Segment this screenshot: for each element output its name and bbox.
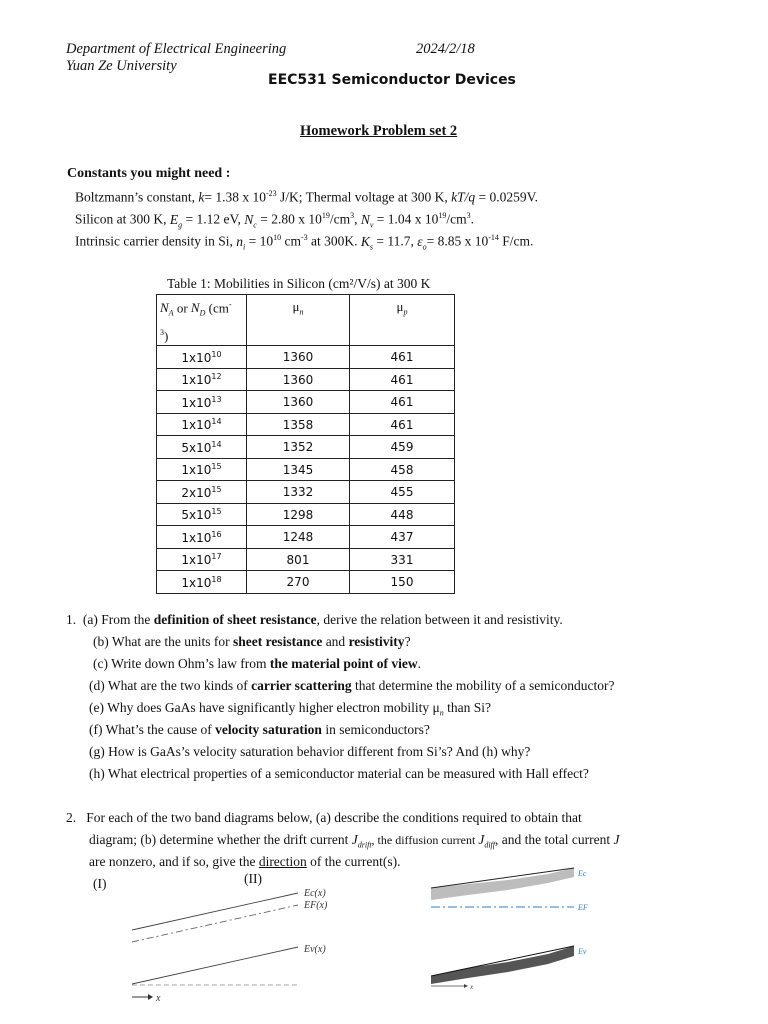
university-name: Yuan Ze University <box>66 58 177 74</box>
table-row <box>157 526 455 549</box>
table-header-row <box>157 295 455 346</box>
table-row <box>157 503 455 526</box>
doping-cell: $1x10^{17}$ <box>157 548 247 571</box>
mobility-table <box>156 294 455 594</box>
problem-1a: 1. (a) From the definition of sheet resistance, derive the relation between it and resistivity. <box>66 612 563 627</box>
mu-n-cell: 1360 <box>247 391 350 414</box>
fig1-ec-label: Ec(x) <box>304 888 326 899</box>
doping-cell: $1x10^{12}$ <box>157 368 247 391</box>
col-header-mu-p: $\mu_p$ <box>350 295 455 346</box>
problem-1e: (e) Why does GaAs have significantly higher electron mobility $\mu_n$ than Si? <box>89 700 492 718</box>
mu-n-cell: 1248 <box>247 526 350 549</box>
department-name: Department of Electrical Engineering <box>66 41 287 57</box>
mu-p-cell: 150 <box>350 571 455 594</box>
table-row <box>157 458 455 481</box>
mu-n-cell: 1360 <box>247 368 350 391</box>
table-row <box>157 368 455 391</box>
mu-p-cell: 459 <box>350 436 455 459</box>
doping-cell: $1x10^{16}$ <box>157 526 247 549</box>
document-date: 2024/2/18 <box>416 41 475 57</box>
problem-2-line2: diagram; (b) determine whether the drift current $J_{drift}$, the diffusion current $J_{diff}$, and the total current J <box>89 832 620 850</box>
doping-cell: $5x10^{15}$ <box>157 503 247 526</box>
fig1-ef-line <box>132 905 298 942</box>
problem-2-line1: 2. For each of the two band diagrams below, (a) describe the conditions required to obtain that <box>66 810 582 825</box>
band-diagram-1 <box>120 880 340 1005</box>
table-row <box>157 571 455 594</box>
table-row <box>157 548 455 571</box>
mu-p-cell: 437 <box>350 526 455 549</box>
mu-n-cell: 1358 <box>247 413 350 436</box>
table-row <box>157 391 455 414</box>
problem-1b: (b) What are the units for sheet resistance and resistivity? <box>93 634 411 649</box>
fig2-ec-band <box>431 868 574 900</box>
mu-n-cell: 1352 <box>247 436 350 459</box>
doping-cell: $5x10^{14}$ <box>157 436 247 459</box>
doping-cell: $1x10^{14}$ <box>157 413 247 436</box>
mu-n-cell: 801 <box>247 548 350 571</box>
mu-n-cell: 1332 <box>247 481 350 504</box>
mu-p-cell: 455 <box>350 481 455 504</box>
mu-p-cell: 448 <box>350 503 455 526</box>
mu-n-cell: 1345 <box>247 458 350 481</box>
doping-cell: $1x10^{13}$ <box>157 391 247 414</box>
fig2-ev-label: Ev <box>578 947 587 956</box>
fig1-ev-label: Ev(x) <box>304 944 326 955</box>
mu-p-cell: 331 <box>350 548 455 571</box>
table-row <box>157 346 455 369</box>
mu-n-cell: 1360 <box>247 346 350 369</box>
doping-cell: $2x10^{15}$ <box>157 481 247 504</box>
constants-line-silicon: Silicon at 300 K, $E_g = 1.12$ eV, $N_c = 2.80$ x $10^{19}/cm^3$, $N_v = 1.04$ x $10^{19}/cm^3$. <box>75 211 475 230</box>
fig1-ev-line <box>132 947 298 984</box>
problem-1f: (f) What’s the cause of velocity saturation in semiconductors? <box>89 722 430 737</box>
table-caption: Table 1: Mobilities in Silicon (cm²/V/s) at 300 K <box>167 276 431 291</box>
doping-cell: $1x10^{15}$ <box>157 458 247 481</box>
problem-1c: (c) Write down Ohm’s law from the material point of view. <box>93 656 422 671</box>
constants-title: Constants you might need : <box>67 166 231 181</box>
problem-1g: (g) How is GaAs’s velocity saturation behavior different from Si’s? And (h) why? <box>89 744 531 759</box>
table-row <box>157 436 455 459</box>
doping-cell: $1x10^{18}$ <box>157 571 247 594</box>
mu-n-cell: 270 <box>247 571 350 594</box>
table-row <box>157 413 455 436</box>
problem-1h: (h) What electrical properties of a semiconductor material can be measured with Hall effect? <box>89 766 589 781</box>
col-header-doping: $N_A$ or $N_D$ (cm- $^3$) <box>157 295 247 346</box>
mu-n-cell: 1298 <box>247 503 350 526</box>
constants-line-intrinsic: Intrinsic carrier density in Si, $n_i = 10^{10}$ $cm^{-3}$ at 300K. $K_s = 11.7$, $\varepsilon_o= 8.85$ x $10^{-14}$ F/cm. <box>75 233 534 252</box>
problem-2-line3: are nonzero, and if so, give the direction of the current(s). <box>89 854 401 869</box>
fig2-x-label: x <box>470 983 474 991</box>
mu-p-cell: 461 <box>350 413 455 436</box>
table-row <box>157 481 455 504</box>
homework-title: Homework Problem set 2 <box>300 123 458 139</box>
constants-line-boltzmann: Boltzmann’s constant, k= 1.38 x $10^{-23}$ J/K; Thermal voltage at 300 K, kT/q = 0.0259V. <box>75 189 539 205</box>
fig2-ev-band <box>431 946 574 984</box>
course-title: EEC531 Semiconductor Devices <box>268 72 516 88</box>
diagram-label-i: (I) <box>93 876 107 891</box>
diagram-label-ii: (II) <box>244 871 262 886</box>
fig1-x-arrowhead <box>148 994 153 1000</box>
fig2-x-arrowhead <box>464 984 468 988</box>
mu-p-cell: 461 <box>350 346 455 369</box>
problem-1d: (d) What are the two kinds of carrier scattering that determine the mobility of a semiconductor? <box>89 678 615 693</box>
mu-p-cell: 458 <box>350 458 455 481</box>
fig2-ef-label: EF <box>578 903 588 912</box>
fig1-x-label: x <box>156 993 161 1004</box>
fig1-ec-line <box>132 893 298 930</box>
doping-cell: $1x10^{10}$ <box>157 346 247 369</box>
col-header-mu-n: $\mu_n$ <box>247 295 350 346</box>
mu-p-cell: 461 <box>350 391 455 414</box>
band-diagram-2 <box>428 866 598 994</box>
mu-p-cell: 461 <box>350 368 455 391</box>
fig2-ec-label: Ec <box>578 869 587 878</box>
fig1-ef-label: EF(x) <box>304 900 328 911</box>
